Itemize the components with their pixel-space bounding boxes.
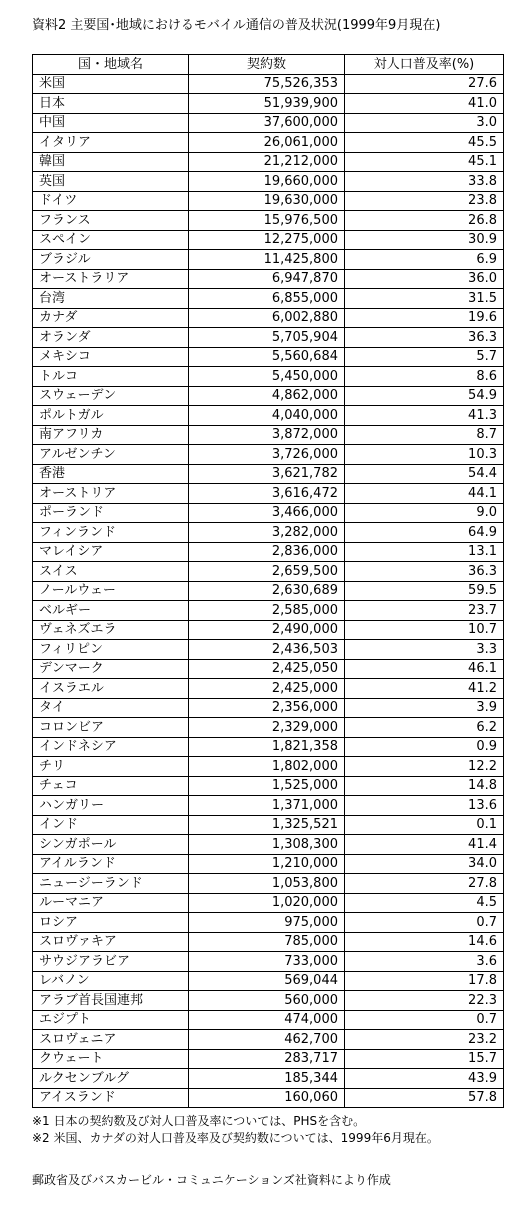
penetration-rate-cell: 36.3 xyxy=(345,328,504,348)
subscriptions-cell: 1,802,000 xyxy=(189,757,345,777)
subscriptions-cell: 733,000 xyxy=(189,952,345,972)
table-row xyxy=(33,464,504,484)
table-row xyxy=(33,932,504,952)
subscriptions-cell: 5,705,904 xyxy=(189,328,345,348)
table-row xyxy=(33,718,504,738)
subscriptions-cell: 185,344 xyxy=(189,1069,345,1089)
penetration-rate-cell: 10.3 xyxy=(345,445,504,465)
country-cell: ブラジル xyxy=(33,250,189,270)
table-row xyxy=(33,757,504,777)
country-cell: ポルトガル xyxy=(33,406,189,426)
table-row xyxy=(33,425,504,445)
table-row xyxy=(33,191,504,211)
table-row xyxy=(33,796,504,816)
table-row xyxy=(33,484,504,504)
source-note: 郵政省及びバスカービル・コミュニケーションズ社資料により作成 xyxy=(32,1173,391,1187)
penetration-rate-cell: 3.0 xyxy=(345,113,504,133)
subscriptions-cell: 26,061,000 xyxy=(189,133,345,153)
penetration-rate-cell: 9.0 xyxy=(345,503,504,523)
table-row xyxy=(33,620,504,640)
subscriptions-cell: 2,425,050 xyxy=(189,659,345,679)
table-row xyxy=(33,893,504,913)
table-row xyxy=(33,347,504,367)
subscriptions-cell: 2,329,000 xyxy=(189,718,345,738)
table-row xyxy=(33,74,504,94)
table-row xyxy=(33,776,504,796)
table-row xyxy=(33,113,504,133)
penetration-rate-cell: 45.5 xyxy=(345,133,504,153)
country-cell: チリ xyxy=(33,757,189,777)
penetration-rate-cell: 0.9 xyxy=(345,737,504,757)
subscriptions-cell: 3,466,000 xyxy=(189,503,345,523)
document-title: 資料2 主要国･地域におけるモバイル通信の普及状況(1999年9月現在) xyxy=(32,18,441,33)
penetration-rate-cell: 23.8 xyxy=(345,191,504,211)
country-cell: ヴェネズエラ xyxy=(33,620,189,640)
subscriptions-cell: 12,275,000 xyxy=(189,230,345,250)
table-row xyxy=(33,523,504,543)
penetration-rate-cell: 22.3 xyxy=(345,991,504,1011)
penetration-rate-cell: 33.8 xyxy=(345,172,504,192)
country-cell: 日本 xyxy=(33,94,189,114)
country-cell: アラブ首長国連邦 xyxy=(33,991,189,1011)
table-row xyxy=(33,1069,504,1089)
subscriptions-cell: 474,000 xyxy=(189,1010,345,1030)
subscriptions-cell: 1,210,000 xyxy=(189,854,345,874)
country-cell: マレイシア xyxy=(33,542,189,562)
table-row xyxy=(33,835,504,855)
country-cell: アルゼンチン xyxy=(33,445,189,465)
country-cell: コロンビア xyxy=(33,718,189,738)
penetration-rate-cell: 6.9 xyxy=(345,250,504,270)
subscriptions-cell: 2,490,000 xyxy=(189,620,345,640)
penetration-rate-cell: 54.9 xyxy=(345,386,504,406)
subscriptions-cell: 3,621,782 xyxy=(189,464,345,484)
penetration-rate-cell: 64.9 xyxy=(345,523,504,543)
subscriptions-cell: 5,450,000 xyxy=(189,367,345,387)
subscriptions-cell: 4,040,000 xyxy=(189,406,345,426)
table-row xyxy=(33,659,504,679)
subscriptions-cell: 5,560,684 xyxy=(189,347,345,367)
country-cell: フランス xyxy=(33,211,189,231)
penetration-rate-cell: 13.1 xyxy=(345,542,504,562)
country-cell: 南アフリカ xyxy=(33,425,189,445)
subscriptions-cell: 2,585,000 xyxy=(189,601,345,621)
table-row xyxy=(33,1030,504,1050)
subscriptions-cell: 2,836,000 xyxy=(189,542,345,562)
country-cell: スペイン xyxy=(33,230,189,250)
subscriptions-cell: 160,060 xyxy=(189,1088,345,1108)
penetration-rate-cell: 23.7 xyxy=(345,601,504,621)
penetration-rate-cell: 59.5 xyxy=(345,581,504,601)
table-row xyxy=(33,971,504,991)
penetration-rate-cell: 14.6 xyxy=(345,932,504,952)
table-row xyxy=(33,601,504,621)
subscriptions-cell: 283,717 xyxy=(189,1049,345,1069)
table-row xyxy=(33,952,504,972)
subscriptions-cell: 3,616,472 xyxy=(189,484,345,504)
subscriptions-cell: 19,630,000 xyxy=(189,191,345,211)
country-cell: ルクセンブルグ xyxy=(33,1069,189,1089)
penetration-rate-cell: 13.6 xyxy=(345,796,504,816)
country-cell: ノールウェー xyxy=(33,581,189,601)
penetration-rate-cell: 57.8 xyxy=(345,1088,504,1108)
table-row xyxy=(33,679,504,699)
country-cell: チェコ xyxy=(33,776,189,796)
subscriptions-cell: 1,020,000 xyxy=(189,893,345,913)
penetration-rate-cell: 43.9 xyxy=(345,1069,504,1089)
country-cell: 香港 xyxy=(33,464,189,484)
subscriptions-cell: 2,436,503 xyxy=(189,640,345,660)
subscriptions-cell: 6,855,000 xyxy=(189,289,345,309)
country-cell: インドネシア xyxy=(33,737,189,757)
subscriptions-cell: 11,425,800 xyxy=(189,250,345,270)
country-cell: オーストリア xyxy=(33,484,189,504)
table-row xyxy=(33,289,504,309)
subscriptions-cell: 2,630,689 xyxy=(189,581,345,601)
country-cell: クウェート xyxy=(33,1049,189,1069)
subscriptions-cell: 3,726,000 xyxy=(189,445,345,465)
penetration-rate-cell: 54.4 xyxy=(345,464,504,484)
penetration-rate-cell: 46.1 xyxy=(345,659,504,679)
table-row xyxy=(33,250,504,270)
subscriptions-cell: 3,282,000 xyxy=(189,523,345,543)
country-cell: 米国 xyxy=(33,74,189,94)
table-row xyxy=(33,640,504,660)
subscriptions-cell: 560,000 xyxy=(189,991,345,1011)
table-row xyxy=(33,991,504,1011)
country-cell: 韓国 xyxy=(33,152,189,172)
country-cell: シンガポール xyxy=(33,835,189,855)
header-subscriptions: 契約数 xyxy=(189,55,345,75)
subscriptions-cell: 975,000 xyxy=(189,913,345,933)
penetration-rate-cell: 19.6 xyxy=(345,308,504,328)
country-cell: ドイツ xyxy=(33,191,189,211)
country-cell: トルコ xyxy=(33,367,189,387)
footnotes xyxy=(32,1113,439,1147)
subscriptions-cell: 37,600,000 xyxy=(189,113,345,133)
table-row xyxy=(33,230,504,250)
penetration-rate-cell: 0.1 xyxy=(345,815,504,835)
table-row xyxy=(33,913,504,933)
penetration-rate-cell: 8.7 xyxy=(345,425,504,445)
country-cell: レバノン xyxy=(33,971,189,991)
penetration-rate-cell: 41.2 xyxy=(345,679,504,699)
penetration-rate-cell: 14.8 xyxy=(345,776,504,796)
subscriptions-cell: 75,526,353 xyxy=(189,74,345,94)
subscriptions-cell: 1,525,000 xyxy=(189,776,345,796)
country-cell: 中国 xyxy=(33,113,189,133)
subscriptions-cell: 1,371,000 xyxy=(189,796,345,816)
subscriptions-cell: 2,356,000 xyxy=(189,698,345,718)
penetration-rate-cell: 23.2 xyxy=(345,1030,504,1050)
penetration-rate-cell: 0.7 xyxy=(345,913,504,933)
penetration-rate-cell: 31.5 xyxy=(345,289,504,309)
penetration-rate-cell: 6.2 xyxy=(345,718,504,738)
country-cell: カナダ xyxy=(33,308,189,328)
subscriptions-cell: 1,053,800 xyxy=(189,874,345,894)
country-cell: ベルギー xyxy=(33,601,189,621)
penetration-rate-cell: 10.7 xyxy=(345,620,504,640)
table-row xyxy=(33,562,504,582)
table-row xyxy=(33,94,504,114)
country-cell: メキシコ xyxy=(33,347,189,367)
footnote-2: ※2 米国、カナダの対人口普及率及び契約数については、1999年6月現在。 xyxy=(32,1131,439,1145)
table-row xyxy=(33,1049,504,1069)
header-country: 国・地域名 xyxy=(33,55,189,75)
subscriptions-cell: 1,308,300 xyxy=(189,835,345,855)
subscriptions-cell: 6,947,870 xyxy=(189,269,345,289)
penetration-rate-cell: 0.7 xyxy=(345,1010,504,1030)
subscriptions-cell: 15,976,500 xyxy=(189,211,345,231)
subscriptions-cell: 462,700 xyxy=(189,1030,345,1050)
penetration-rate-cell: 12.2 xyxy=(345,757,504,777)
subscriptions-cell: 19,660,000 xyxy=(189,172,345,192)
country-cell: スウェーデン xyxy=(33,386,189,406)
subscriptions-cell: 1,821,358 xyxy=(189,737,345,757)
table-header-row xyxy=(33,55,504,75)
table-row xyxy=(33,172,504,192)
penetration-rate-cell: 30.9 xyxy=(345,230,504,250)
country-cell: サウジアラビア xyxy=(33,952,189,972)
country-cell: デンマーク xyxy=(33,659,189,679)
table-row xyxy=(33,1010,504,1030)
country-cell: ルーマニア xyxy=(33,893,189,913)
table-row xyxy=(33,581,504,601)
mobile-penetration-table xyxy=(32,54,504,1108)
subscriptions-cell: 569,044 xyxy=(189,971,345,991)
subscriptions-cell: 2,425,000 xyxy=(189,679,345,699)
country-cell: イタリア xyxy=(33,133,189,153)
country-cell: スロヴェニア xyxy=(33,1030,189,1050)
subscriptions-cell: 6,002,880 xyxy=(189,308,345,328)
table-row xyxy=(33,1088,504,1108)
country-cell: オランダ xyxy=(33,328,189,348)
country-cell: インド xyxy=(33,815,189,835)
penetration-rate-cell: 41.3 xyxy=(345,406,504,426)
table-row xyxy=(33,211,504,231)
country-cell: アイスランド xyxy=(33,1088,189,1108)
penetration-rate-cell: 17.8 xyxy=(345,971,504,991)
penetration-rate-cell: 27.8 xyxy=(345,874,504,894)
table-row xyxy=(33,542,504,562)
table-row xyxy=(33,152,504,172)
country-cell: スロヴァキア xyxy=(33,932,189,952)
table-row xyxy=(33,503,504,523)
country-cell: ニュージーランド xyxy=(33,874,189,894)
country-cell: ロシア xyxy=(33,913,189,933)
subscriptions-cell: 3,872,000 xyxy=(189,425,345,445)
penetration-rate-cell: 36.0 xyxy=(345,269,504,289)
table-row xyxy=(33,367,504,387)
penetration-rate-cell: 5.7 xyxy=(345,347,504,367)
penetration-rate-cell: 41.0 xyxy=(345,94,504,114)
subscriptions-cell: 21,212,000 xyxy=(189,152,345,172)
penetration-rate-cell: 4.5 xyxy=(345,893,504,913)
table-row xyxy=(33,815,504,835)
country-cell: フィンランド xyxy=(33,523,189,543)
subscriptions-cell: 785,000 xyxy=(189,932,345,952)
penetration-rate-cell: 27.6 xyxy=(345,74,504,94)
penetration-rate-cell: 15.7 xyxy=(345,1049,504,1069)
table-row xyxy=(33,698,504,718)
country-cell: 台湾 xyxy=(33,289,189,309)
subscriptions-cell: 2,659,500 xyxy=(189,562,345,582)
penetration-rate-cell: 36.3 xyxy=(345,562,504,582)
penetration-rate-cell: 3.3 xyxy=(345,640,504,660)
country-cell: ハンガリー xyxy=(33,796,189,816)
table-row xyxy=(33,133,504,153)
table-row xyxy=(33,737,504,757)
penetration-rate-cell: 8.6 xyxy=(345,367,504,387)
country-cell: フィリピン xyxy=(33,640,189,660)
country-cell: タイ xyxy=(33,698,189,718)
table-row xyxy=(33,874,504,894)
subscriptions-cell: 4,862,000 xyxy=(189,386,345,406)
penetration-rate-cell: 34.0 xyxy=(345,854,504,874)
footnote-1: ※1 日本の契約数及び対人口普及率については、PHSを含む。 xyxy=(32,1114,366,1128)
table-row xyxy=(33,854,504,874)
country-cell: ポーランド xyxy=(33,503,189,523)
penetration-rate-cell: 3.9 xyxy=(345,698,504,718)
table-body xyxy=(33,74,504,1108)
penetration-rate-cell: 44.1 xyxy=(345,484,504,504)
country-cell: イスラエル xyxy=(33,679,189,699)
penetration-rate-cell: 41.4 xyxy=(345,835,504,855)
table-row xyxy=(33,308,504,328)
country-cell: アイルランド xyxy=(33,854,189,874)
penetration-rate-cell: 26.8 xyxy=(345,211,504,231)
table-row xyxy=(33,328,504,348)
table-row xyxy=(33,269,504,289)
penetration-rate-cell: 45.1 xyxy=(345,152,504,172)
table-row xyxy=(33,406,504,426)
country-cell: 英国 xyxy=(33,172,189,192)
subscriptions-cell: 1,325,521 xyxy=(189,815,345,835)
table-row xyxy=(33,386,504,406)
subscriptions-cell: 51,939,900 xyxy=(189,94,345,114)
country-cell: オーストラリア xyxy=(33,269,189,289)
penetration-rate-cell: 3.6 xyxy=(345,952,504,972)
header-penetration-rate: 対人口普及率(%) xyxy=(345,55,504,75)
table-row xyxy=(33,445,504,465)
country-cell: スイス xyxy=(33,562,189,582)
country-cell: エジプト xyxy=(33,1010,189,1030)
